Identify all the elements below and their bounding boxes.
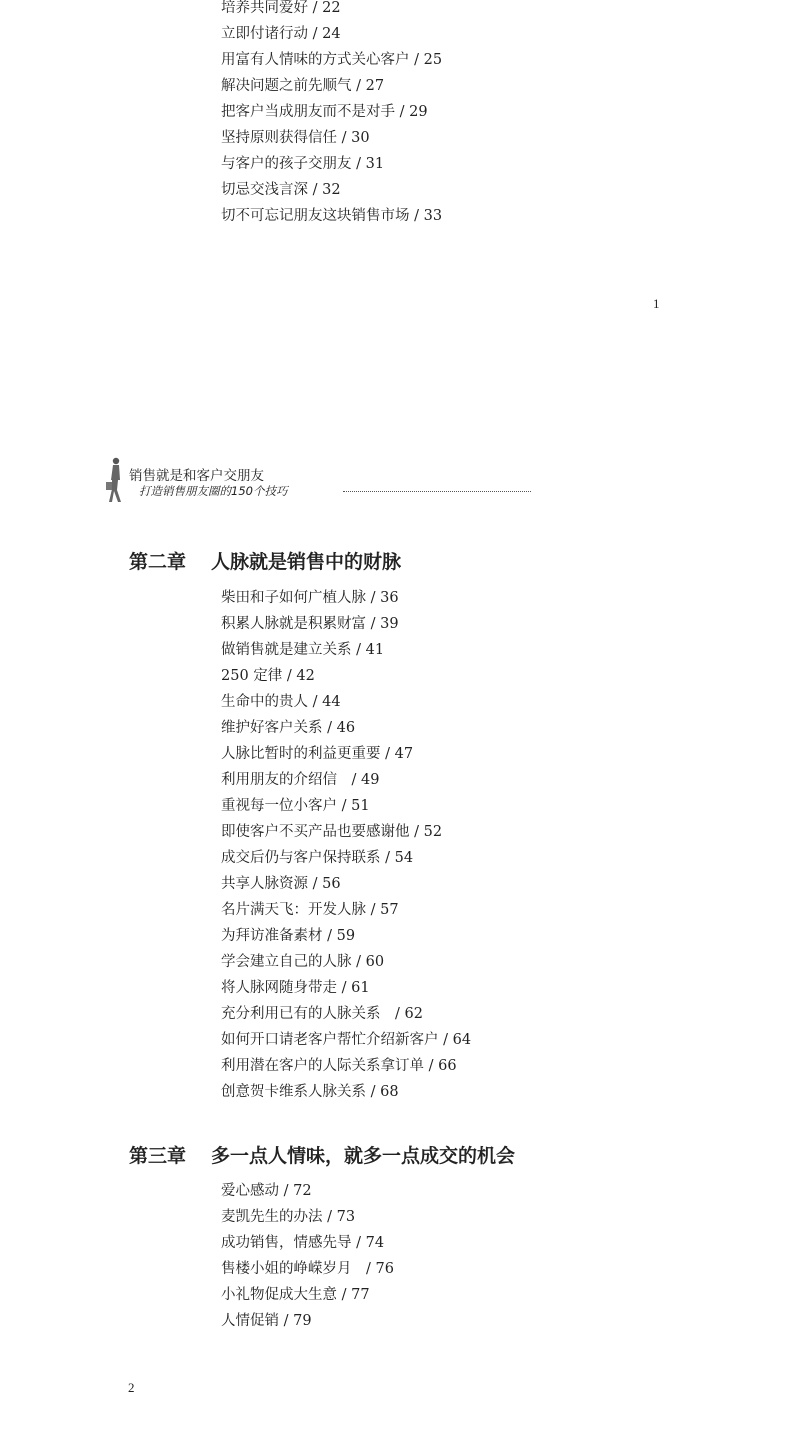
- toc-entry: 利用朋友的介绍信 / 49: [221, 772, 380, 788]
- header-title: 销售就是和客户交朋友: [129, 468, 264, 484]
- toc-entry: 解决问题之前先顺气 / 27: [221, 78, 385, 94]
- running-header: [103, 456, 433, 504]
- toc-entry: 积累人脉就是积累财富 / 39: [221, 616, 399, 632]
- toc-entry: 人情促销 / 79: [221, 1313, 312, 1329]
- header-dotted-rule: [343, 491, 531, 492]
- header-subtitle: 打造销售朋友圈的150个技巧: [139, 484, 288, 498]
- toc-entry: 将人脉网随身带走 / 61: [221, 980, 370, 996]
- chapter-title: 人脉就是销售中的财脉: [211, 551, 402, 573]
- toc-entry: 重视每一位小客户 / 51: [221, 798, 370, 814]
- chapter-title: 多一点人情味，就多一点成交的机会: [211, 1145, 516, 1167]
- toc-entry: 切忌交浅言深 / 32: [221, 182, 341, 198]
- toc-entry: 即使客户不买产品也要感谢他 / 52: [221, 824, 443, 840]
- toc-entry: 250 定律 / 42: [221, 668, 315, 684]
- toc-entry: 维护好客户关系 / 46: [221, 720, 356, 736]
- toc-entry: 学会建立自己的人脉 / 60: [221, 954, 385, 970]
- toc-entry: 麦凯先生的办法 / 73: [221, 1209, 356, 1225]
- toc-list-chapter3: [221, 1178, 394, 1334]
- toc-entry: 培养共同爱好 / 22: [221, 0, 341, 16]
- toc-entry: 小礼物促成大生意 / 77: [221, 1287, 370, 1303]
- toc-entry: 成交后仍与客户保持联系 / 54: [221, 850, 414, 866]
- toc-entry: 坚持原则获得信任 / 30: [221, 130, 370, 146]
- toc-entry: 成功销售，情感先导 / 74: [221, 1235, 385, 1251]
- chapter-heading: [129, 547, 401, 574]
- toc-list-page1: [221, 0, 442, 229]
- toc-entry: 如何开口请老客户帮忙介绍新客户 / 64: [221, 1032, 472, 1048]
- page-number: 2: [128, 1380, 135, 1395]
- toc-entry: 利用潜在客户的人际关系拿订单 / 66: [221, 1058, 457, 1074]
- toc-entry: 切不可忘记朋友这块销售市场 / 33: [221, 208, 443, 224]
- toc-entry: 生命中的贵人 / 44: [221, 694, 341, 710]
- toc-entry: 爱心感动 / 72: [221, 1183, 312, 1199]
- toc-entry: 人脉比暂时的利益更重要 / 47: [221, 746, 414, 762]
- toc-entry: 名片满天飞：开发人脉 / 57: [221, 902, 399, 918]
- toc-entry: 把客户当成朋友而不是对手 / 29: [221, 104, 428, 120]
- toc-entry: 柴田和子如何广植人脉 / 36: [221, 590, 399, 606]
- chapter-number: 第二章: [129, 551, 187, 573]
- chapter-number: 第三章: [129, 1145, 187, 1167]
- toc-entry: 立即付诸行动 / 24: [221, 26, 341, 42]
- toc-list-chapter2: [221, 585, 471, 1105]
- toc-entry: 充分利用已有的人脉关系 / 62: [221, 1006, 423, 1022]
- page-number: 1: [653, 296, 660, 311]
- toc-entry: 与客户的孩子交朋友 / 31: [221, 156, 385, 172]
- walking-man-icon: [103, 456, 125, 504]
- toc-entry: 共享人脉资源 / 56: [221, 876, 341, 892]
- chapter-heading: [129, 1141, 515, 1168]
- toc-entry: 创意贺卡维系人脉关系 / 68: [221, 1084, 399, 1100]
- toc-entry: 用富有人情味的方式关心客户 / 25: [221, 52, 443, 68]
- toc-entry: 做销售就是建立关系 / 41: [221, 642, 385, 658]
- toc-entry: 售楼小姐的峥嵘岁月 / 76: [221, 1261, 394, 1277]
- toc-entry: 为拜访准备素材 / 59: [221, 928, 356, 944]
